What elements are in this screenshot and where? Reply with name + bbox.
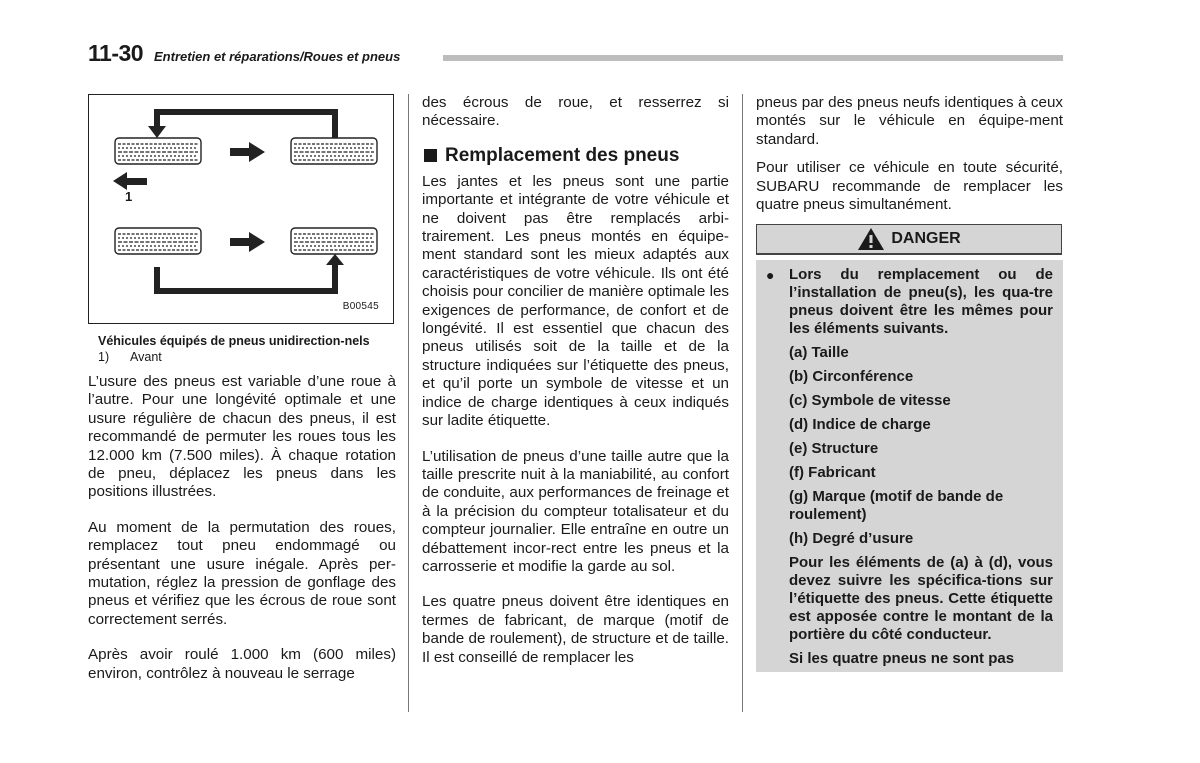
column-3 — [756, 94, 1063, 672]
column-2 — [422, 94, 729, 684]
column-1 — [88, 94, 396, 700]
figure-callout-number: 1 — [125, 189, 133, 204]
figure-code: B00545 — [342, 301, 379, 312]
danger-intro: Lors du remplacement ou de l’installation de pneu(s), les qua-tre pneus doivent être les mêmes pour les éléments suivants. — [789, 266, 1053, 338]
danger-list-item: (c) Symbole de vitesse — [789, 392, 951, 410]
paragraph: L’utilisation de pneus d’une taille autre que la taille prescrite nuit à la maniabilité, au confort de conduite, aux performances de freinage et à la précision du compteur totalisateur et du compteur journalier. Elle entraîne en outre un débattement incor-rect entre les pneus et la carrosserie et modifie la garde au sol. — [422, 447, 729, 575]
paragraph: Les jantes et les pneus sont une partie importante et intégrante de votre véhicule et ne doivent pas être remplacés arbi-trairement. Les pneus montés en équipe-ment standard sont les mieux adaptés aux caractéristiques de votre véhicule. Ils ont été choisis pour concilier de manière optimale les exigences de performance, de confort et de longévité. Il est essentiel que chacun des pneus utilisés soit de la taille et de la structure indiquées sur l’étiquette des pneus, et qu’il porte un symbole de vitesse et un indice de charge identiques à ceux indiqués sur ladite étiquette. — [422, 172, 729, 430]
danger-content — [756, 260, 1063, 672]
danger-list-item: (g) Marque (motif de bande de roulement) — [789, 488, 1004, 524]
danger-list-item: (f) Fabricant — [789, 464, 876, 482]
warning-triangle-icon — [857, 227, 885, 251]
bullet-icon: ● — [766, 267, 775, 284]
danger-list-item: (b) Circonférence — [789, 368, 914, 386]
danger-list-item: (e) Structure — [789, 440, 879, 458]
danger-list-item: (a) Taille — [789, 344, 849, 362]
square-bullet-icon — [424, 149, 437, 162]
section-title: Entretien et réparations/Roues et pneus — [154, 49, 401, 64]
danger-title: DANGER — [891, 230, 961, 248]
page-number: 11-30 — [88, 40, 144, 66]
column-divider-2 — [742, 94, 743, 712]
danger-list-item: (h) Degré d’usure — [789, 530, 914, 548]
danger-note: Pour les éléments de (a) à (d), vous devez suivre les spécifica-tions sur l’étiquette des pneus. Cette étiquette est apposée contre le montant de la portière du côté conducteur. — [789, 554, 1053, 644]
figure-legend — [98, 350, 396, 365]
paragraph: L’usure des pneus est variable d’une roue à l’autre. Pour une longévité optimale et une usure régulière de chacun des pneus, il est recommandé de permuter les roues tous les 12.000 km (7.500 miles). À chaque rotation de pneu, déplacez les pneus dans les positions illustrées. — [88, 373, 396, 501]
paragraph: des écrous de roue, et resserrez si nécessaire. — [422, 94, 729, 130]
legend-text: Avant — [130, 350, 162, 364]
danger-bullet-item — [766, 266, 1053, 338]
header-rule — [443, 55, 1063, 61]
paragraph: Les quatre pneus doivent être identiques en termes de fabricant, de marque (motif de bande de roulement), de structure et de taille. Il est conseillé de remplacer les — [422, 593, 729, 666]
paragraph: Au moment de la permutation des roues, remplacez tout pneu endommagé ou présentant une usure inégale. Après per-mutation, réglez la pression de gonflage des pneus et vérifiez que les écrous de roue sont correctement serrés. — [88, 518, 396, 628]
page-header — [88, 40, 1063, 76]
figure-caption: Véhicules équipés de pneus unidirection-nels — [98, 334, 370, 348]
paragraph: pneus par des pneus neufs identiques à ceux montés sur le véhicule en équipe-ment standard. — [756, 94, 1063, 148]
danger-header — [757, 225, 1061, 254]
danger-box — [756, 224, 1062, 255]
danger-continuation: Si les quatre pneus ne sont pas — [789, 650, 1015, 668]
tire-rotation-illustration — [89, 95, 395, 325]
section-heading — [422, 145, 729, 167]
legend-key: 1) — [98, 350, 110, 364]
section-heading-text: Remplacement des pneus — [445, 144, 680, 166]
danger-list-item: (d) Indice de charge — [789, 416, 931, 434]
column-divider-1 — [408, 94, 409, 712]
tire-rotation-diagram — [88, 94, 394, 324]
paragraph: Après avoir roulé 1.000 km (600 miles) environ, contrôlez à nouveau le serrage — [88, 646, 396, 682]
paragraph: Pour utiliser ce véhicule en toute sécurité, SUBARU recommande de remplacer les quatre pneus simultanément. — [756, 159, 1063, 214]
